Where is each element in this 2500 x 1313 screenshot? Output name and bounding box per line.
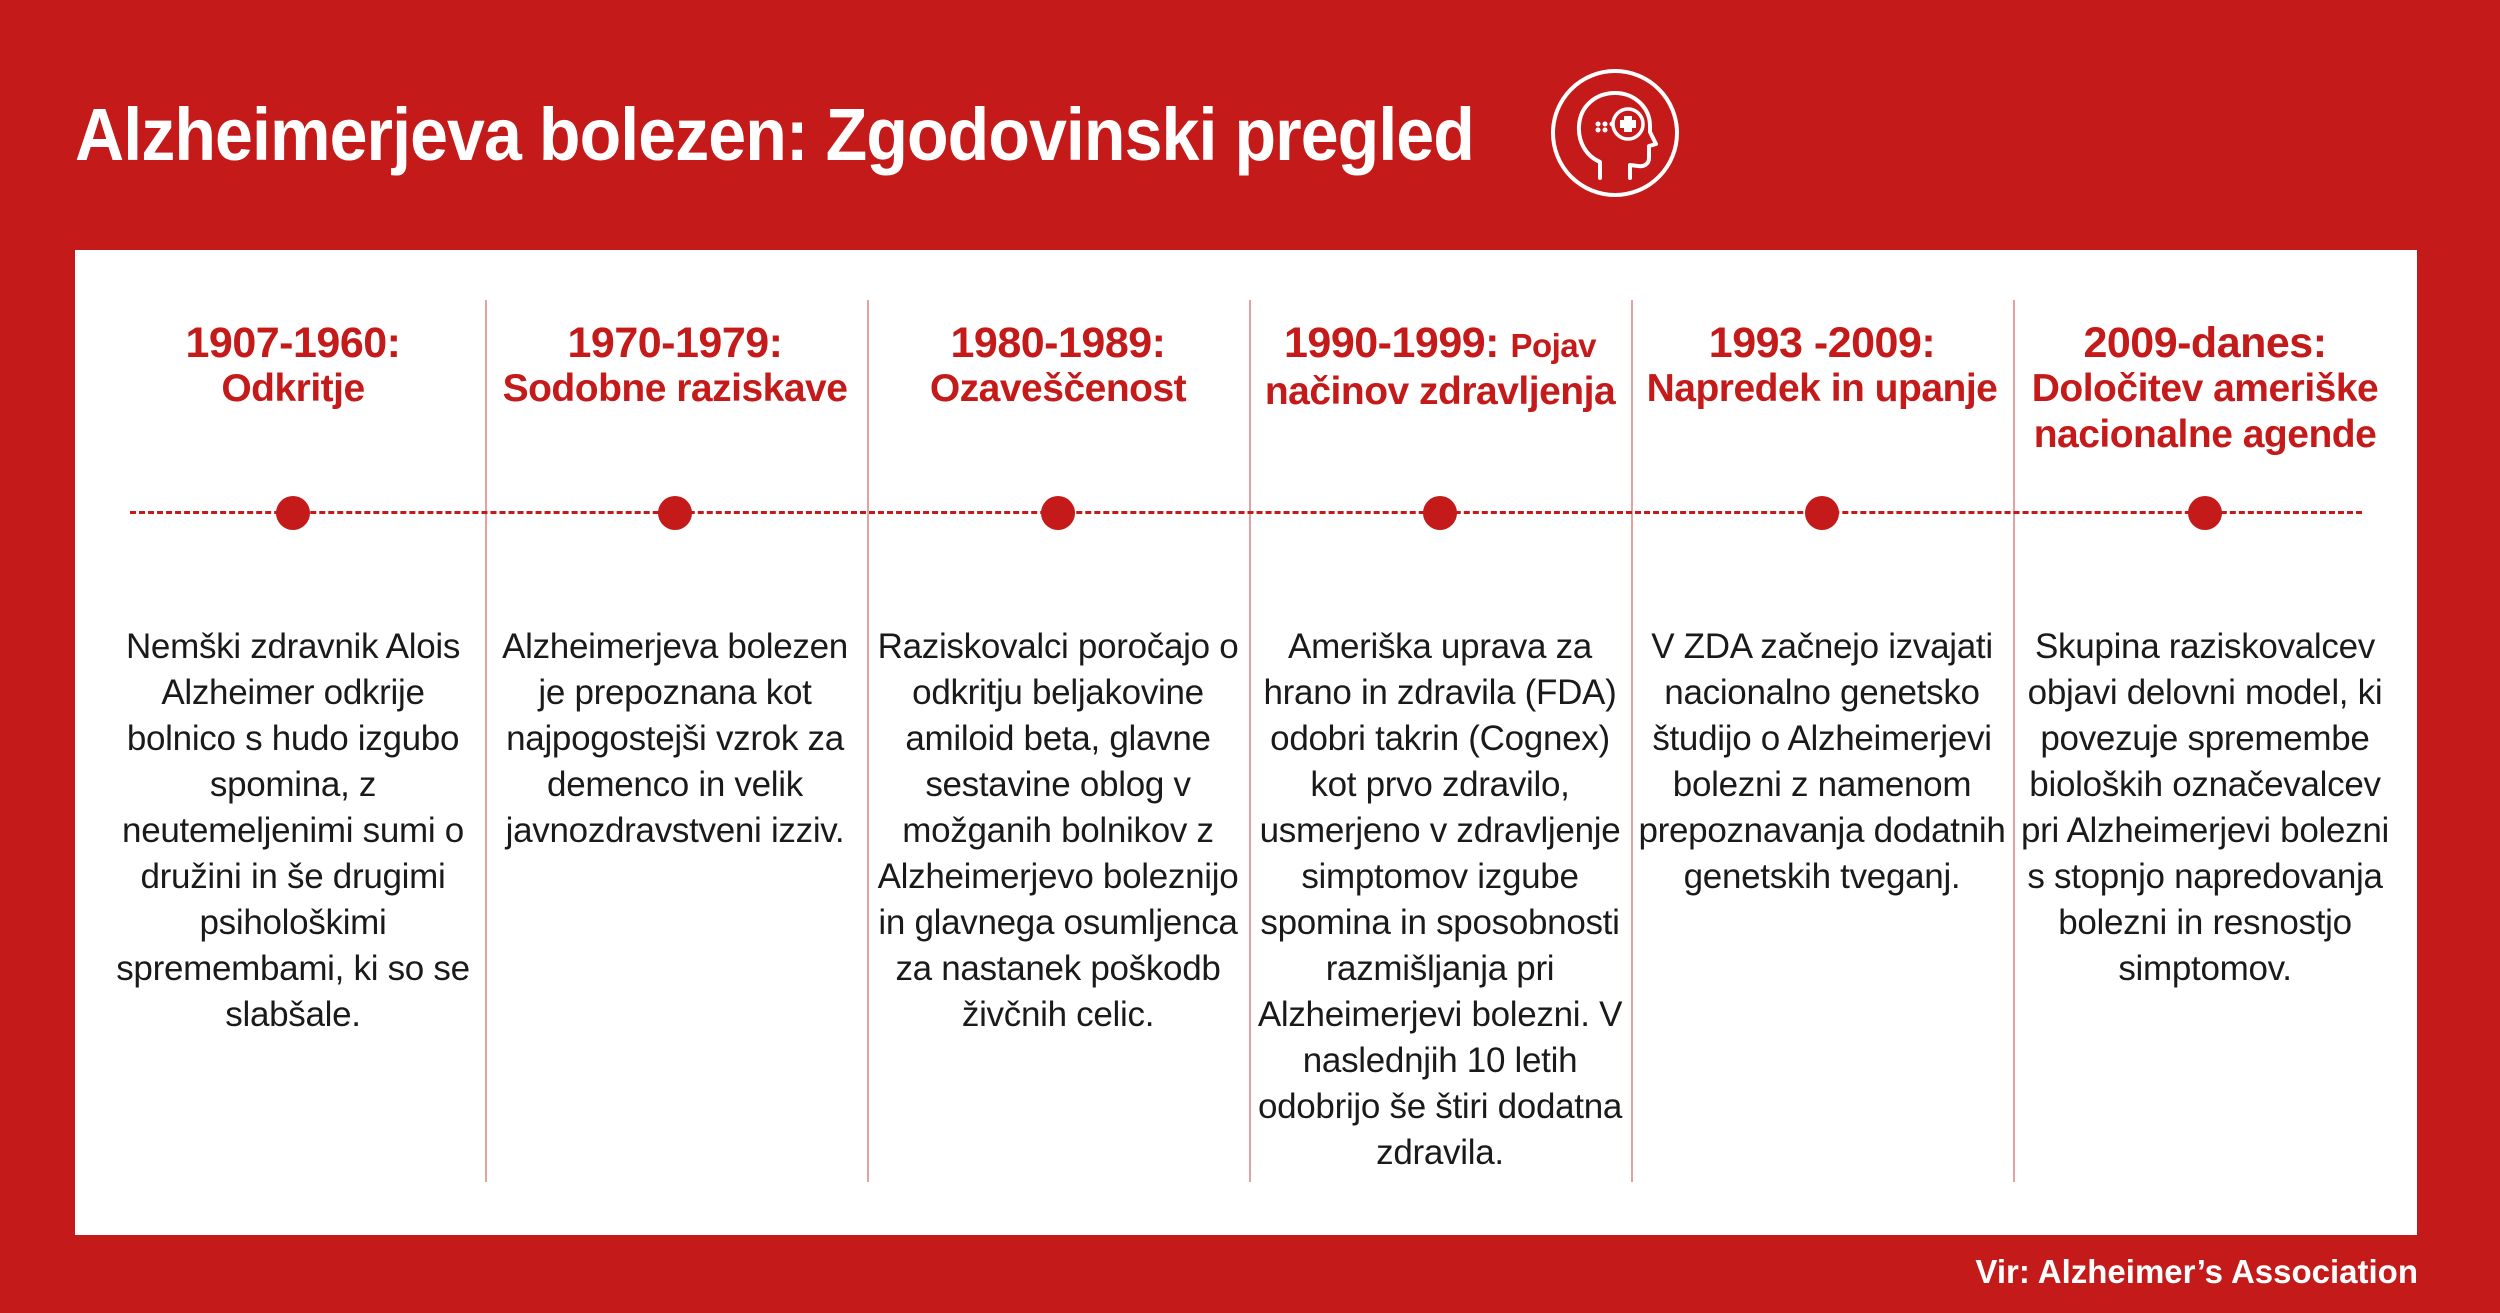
timeline-period-1993: [1631, 320, 2013, 900]
period-years: 2009-danes:: [2083, 319, 2327, 367]
period-label: načinov zdravljenja: [1264, 370, 1616, 413]
period-heading: [2014, 320, 2396, 490]
timeline-period-1990: [1249, 320, 1631, 1176]
period-heading: [1631, 320, 2013, 490]
period-years: 1980-1989:: [950, 319, 1166, 367]
period-label-inline: Pojav: [1510, 327, 1596, 364]
period-description: Ameriška uprava za hrano in zdravila (FDA) odobri takrin (Cognex) kot prvo zdravilo, usmerjeno v zdravljenje simptomov izgube spomina in sposobnosti razmišljanja pri Alzheimerjevi bolezni. V naslednjih 10 letih odobrijo še štiri dodatna zdravila.: [1257, 627, 1623, 1172]
period-description: Skupina raziskovalcev objavi delovni model, ki povezuje spremembe bioloških označevalcev pri Alzheimerjevi bolezni s stopnjo napredovanja bolezni in resnostjo simptomov.: [2021, 627, 2389, 988]
page-title: Alzheimerjeva bolezen: Zgodovinski pregled: [75, 93, 1474, 176]
period-label: Odkritje: [221, 367, 365, 410]
period-heading: [1249, 320, 1631, 490]
period-years: 1990-1999:: [1284, 319, 1499, 367]
period-description: Raziskovalci poročajo o odkritju beljakovine amiloid beta, glavne sestavine oblog v možganih bolnikov z Alzheimerjevo boleznijo in glavnega osumljenca za nastanek poškodb živčnih celic.: [877, 627, 1239, 1034]
timeline-period-1970: [484, 320, 866, 854]
timeline-period-2009: [2014, 320, 2396, 992]
period-years: 1907-1960:: [185, 319, 401, 367]
period-label: Določitev ameriške nacionalne agende: [2031, 367, 2379, 456]
period-heading: [102, 320, 484, 490]
period-years-line: [1249, 320, 1631, 369]
timeline-period-1907: [102, 320, 484, 1038]
period-years: 1970-1979:: [567, 319, 783, 367]
timeline-period-1980: [867, 320, 1249, 1038]
period-label: Napredek in upanje: [1646, 367, 1998, 410]
period-heading: [867, 320, 1249, 490]
timeline-panel: [75, 250, 2417, 1235]
period-description: V ZDA začnejo izvajati nacionalno genetsko študijo o Alzheimerjevi bolezni z namenom prepoznavanja dodatnih genetskih tveganj.: [1638, 627, 2006, 896]
period-label: Ozaveščenost: [929, 367, 1187, 410]
period-years: 1993 -2009:: [1708, 319, 1936, 367]
period-description: Nemški zdravnik Alois Alzheimer odkrije bolnico s hudo izgubo spomina, z neutemeljenimi sumi o družini in še drugimi psihološkimi spremembami, ki so se slabšale.: [116, 627, 470, 1034]
head-medical-icon: [1548, 66, 1682, 200]
period-heading: [484, 320, 866, 490]
source-credit: Vir: Alzheimer’s Association: [1975, 1253, 2418, 1290]
period-label: Sodobne raziskave: [502, 367, 848, 410]
period-description: Alzheimerjeva bolezen je prepoznana kot najpogostejši vzrok za demenco in velik javnozdravstveni izziv.: [502, 627, 848, 850]
